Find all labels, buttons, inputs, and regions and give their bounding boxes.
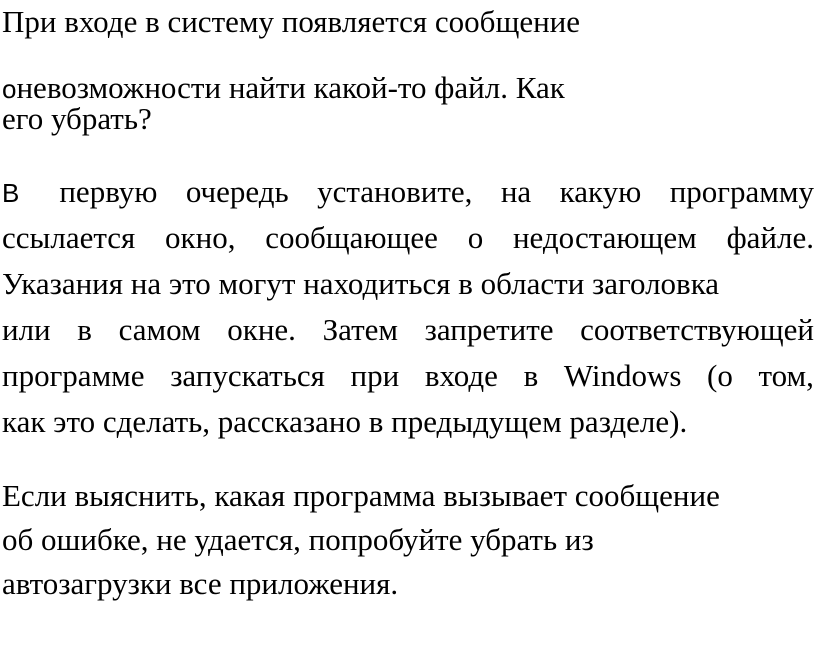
initial-letter: В	[2, 178, 20, 208]
answer-p1-line-5	[2, 358, 814, 394]
word: окне.	[227, 312, 296, 347]
word: на	[500, 174, 532, 209]
answer-p2-line-1: Если выяснить, какая программа вызывает сообщение	[2, 478, 720, 513]
word: при	[350, 358, 400, 393]
question-line-3: его убрать?	[2, 101, 152, 136]
word: недостающем	[512, 220, 697, 255]
answer-p2-line-2: об ошибке, не удается, попробуйте убрать из	[2, 522, 594, 557]
question-line-2-prefix: о	[2, 74, 17, 104]
answer-p1-line-1	[2, 174, 814, 211]
word: программу	[669, 174, 814, 209]
answer-p1-line-1-initial	[2, 174, 157, 211]
word: соответствующей	[580, 312, 814, 347]
word: программе	[2, 358, 145, 393]
word: какую	[559, 174, 642, 209]
word: установите,	[317, 174, 473, 209]
word: том,	[758, 358, 814, 393]
answer-p2-line-3: автозагрузки все приложения.	[2, 566, 399, 601]
word: в	[523, 358, 539, 393]
answer-p1-line-6: как это сделать, рассказано в предыдущем разделе).	[2, 404, 688, 439]
answer-p1-line-3: Указания на это могут находиться в области заголовка	[2, 266, 720, 301]
word: запретите	[424, 312, 554, 347]
word: Windows	[563, 358, 682, 393]
word: окно,	[165, 220, 236, 255]
question-line-1: При входе в систему появляется сообщение	[2, 4, 581, 39]
word: или	[2, 312, 51, 347]
word: самом	[118, 312, 201, 347]
answer-p1-line-2	[2, 220, 814, 256]
word: сообщающее	[265, 220, 438, 255]
word: первую	[59, 174, 158, 209]
word: в	[77, 312, 92, 347]
word: Затем	[322, 312, 398, 347]
word: входе	[424, 358, 498, 393]
answer-p1-line-4	[2, 312, 814, 348]
word: файле.	[726, 220, 814, 255]
word: о	[467, 220, 484, 255]
word: очередь	[185, 174, 289, 209]
word: (о	[707, 358, 733, 393]
question-line-2-text: невозможности найти какой-то файл. Как	[16, 70, 565, 105]
word: запускаться	[170, 358, 325, 393]
word: ссылается	[2, 220, 136, 255]
